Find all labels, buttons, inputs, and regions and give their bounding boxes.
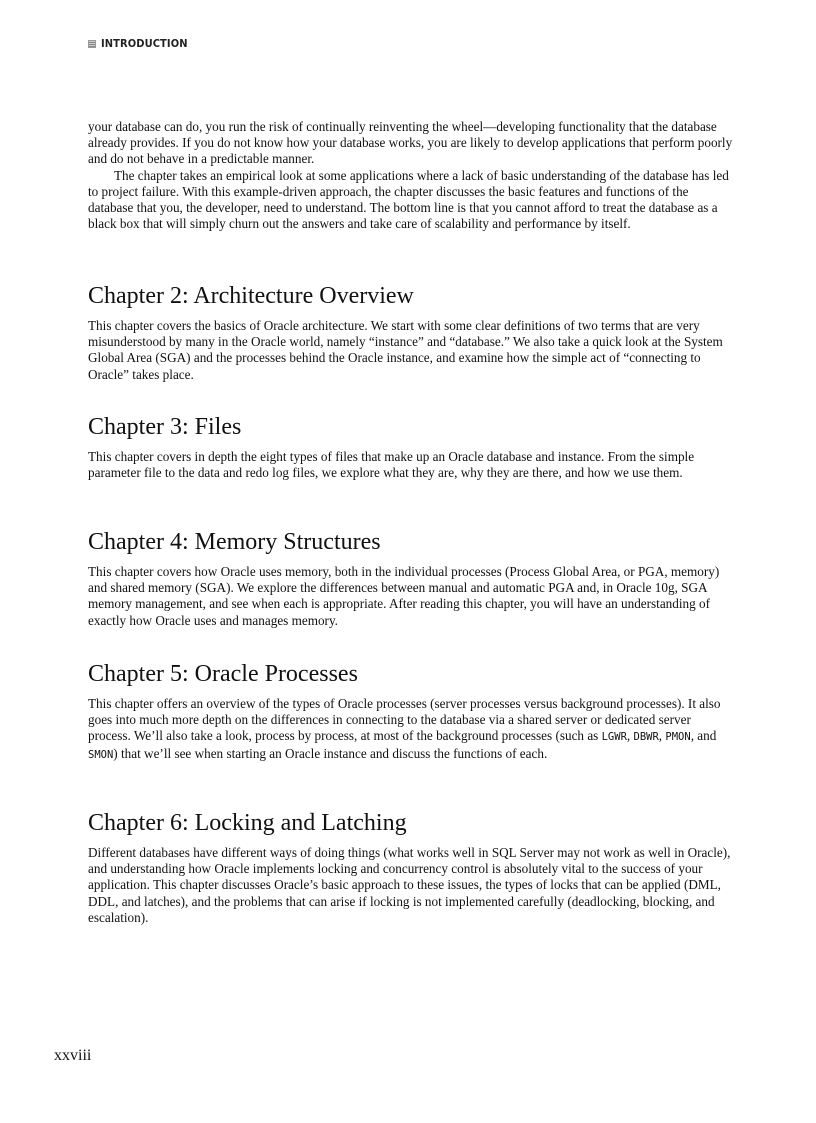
page-content (88, 119, 733, 232)
chapter-5-body-text-start: This chapter offers an overview of the types of Oracle processes (server processes versus background processes). It also goes into much more depth on the differences in connecting to the database via a shared server or dedicated server process. We’ll also take a look, process by process, at most of the background processes (such as (88, 696, 721, 744)
process-name-pmon: PMON (665, 731, 691, 744)
process-name-dbwr: DBWR (633, 731, 659, 744)
chapter-5-section (88, 660, 733, 763)
chapter-3-section (88, 413, 733, 481)
section-title: INTRODUCTION (101, 37, 188, 50)
page-number: xxviii (54, 1047, 92, 1064)
chapter-5-body (88, 696, 733, 763)
running-header (88, 37, 188, 50)
chapter-6-heading: Chapter 6: Locking and Latching (88, 810, 407, 836)
chapter-6-section (88, 809, 733, 926)
separator: , (658, 728, 666, 744)
chapter-4-section (88, 528, 733, 629)
chapter-5-body-text-end: ) that we’ll see when starting an Oracle instance and discuss the functions of each. (113, 745, 548, 761)
process-name-smon: SMON (88, 748, 114, 761)
chapter-4-body: This chapter covers how Oracle uses memory, both in the individual processes (Process Global Area, or PGA, memory) and shared memory (SGA). We explore the differences between manual and automatic PGA and, in Oracle 10g, SGA memory management, and see when each is appropriate. After reading this chapter, you will have an understanding of exactly how Oracle uses and manages memory. (88, 564, 720, 628)
chapter-3-body: This chapter covers in depth the eight types of files that make up an Oracle database and instance. From the simple parameter file to the data and redo log files, we explore what they are, why they are there, and how we use them. (88, 449, 695, 481)
chapter-2-body: This chapter covers the basics of Oracle architecture. We start with some clear definitions of two terms that are very misunderstood by many in the Oracle world, namely “instance” and “database.” We also take a quick look at the System Global Area (SGA) and the processes behind the Oracle instance, and examine how the simple act of “connecting to Oracle” takes place. (88, 318, 723, 382)
chapter-4-heading: Chapter 4: Memory Structures (88, 529, 381, 555)
intro-paragraph-1: your database can do, you run the risk of continually reinventing the wheel—developing functionality that the database already provides. If you do not know how your database works, you are likely to develop applications that perform poorly and do not behave in a predictable manner. (88, 119, 733, 167)
separator: , (626, 728, 634, 744)
intro-paragraph-2: The chapter takes an empirical look at some applications where a lack of basic understanding of the database has led to project failure. With this example-driven approach, the chapter discusses the basic features and functions of the database that you, the developer, need to understand. The bottom line is that you cannot afford to treat the database as a black box that will simply churn out the answers and take care of scalability and performance by itself. (88, 167, 729, 232)
chapter-5-heading: Chapter 5: Oracle Processes (88, 661, 358, 687)
header-marker-icon (88, 40, 96, 48)
chapter-6-body: Different databases have different ways of doing things (what works well in SQL Server may not work as well in Oracle), and understanding how Oracle implements locking and concurrency control is absolutely vital to the success of your application. This chapter discusses Oracle’s basic approach to these issues, the types of locks that can be applied (DML, DDL, and latches), and the problems that can arise if locking is not implemented carefully (deadlocking, blocking, and escalation). (88, 845, 731, 925)
separator: , and (690, 728, 717, 744)
chapter-2-heading: Chapter 2: Architecture Overview (88, 283, 414, 309)
chapter-3-heading: Chapter 3: Files (88, 414, 242, 440)
chapter-2-section (88, 282, 733, 383)
process-name-lgwr: LGWR (601, 731, 627, 744)
